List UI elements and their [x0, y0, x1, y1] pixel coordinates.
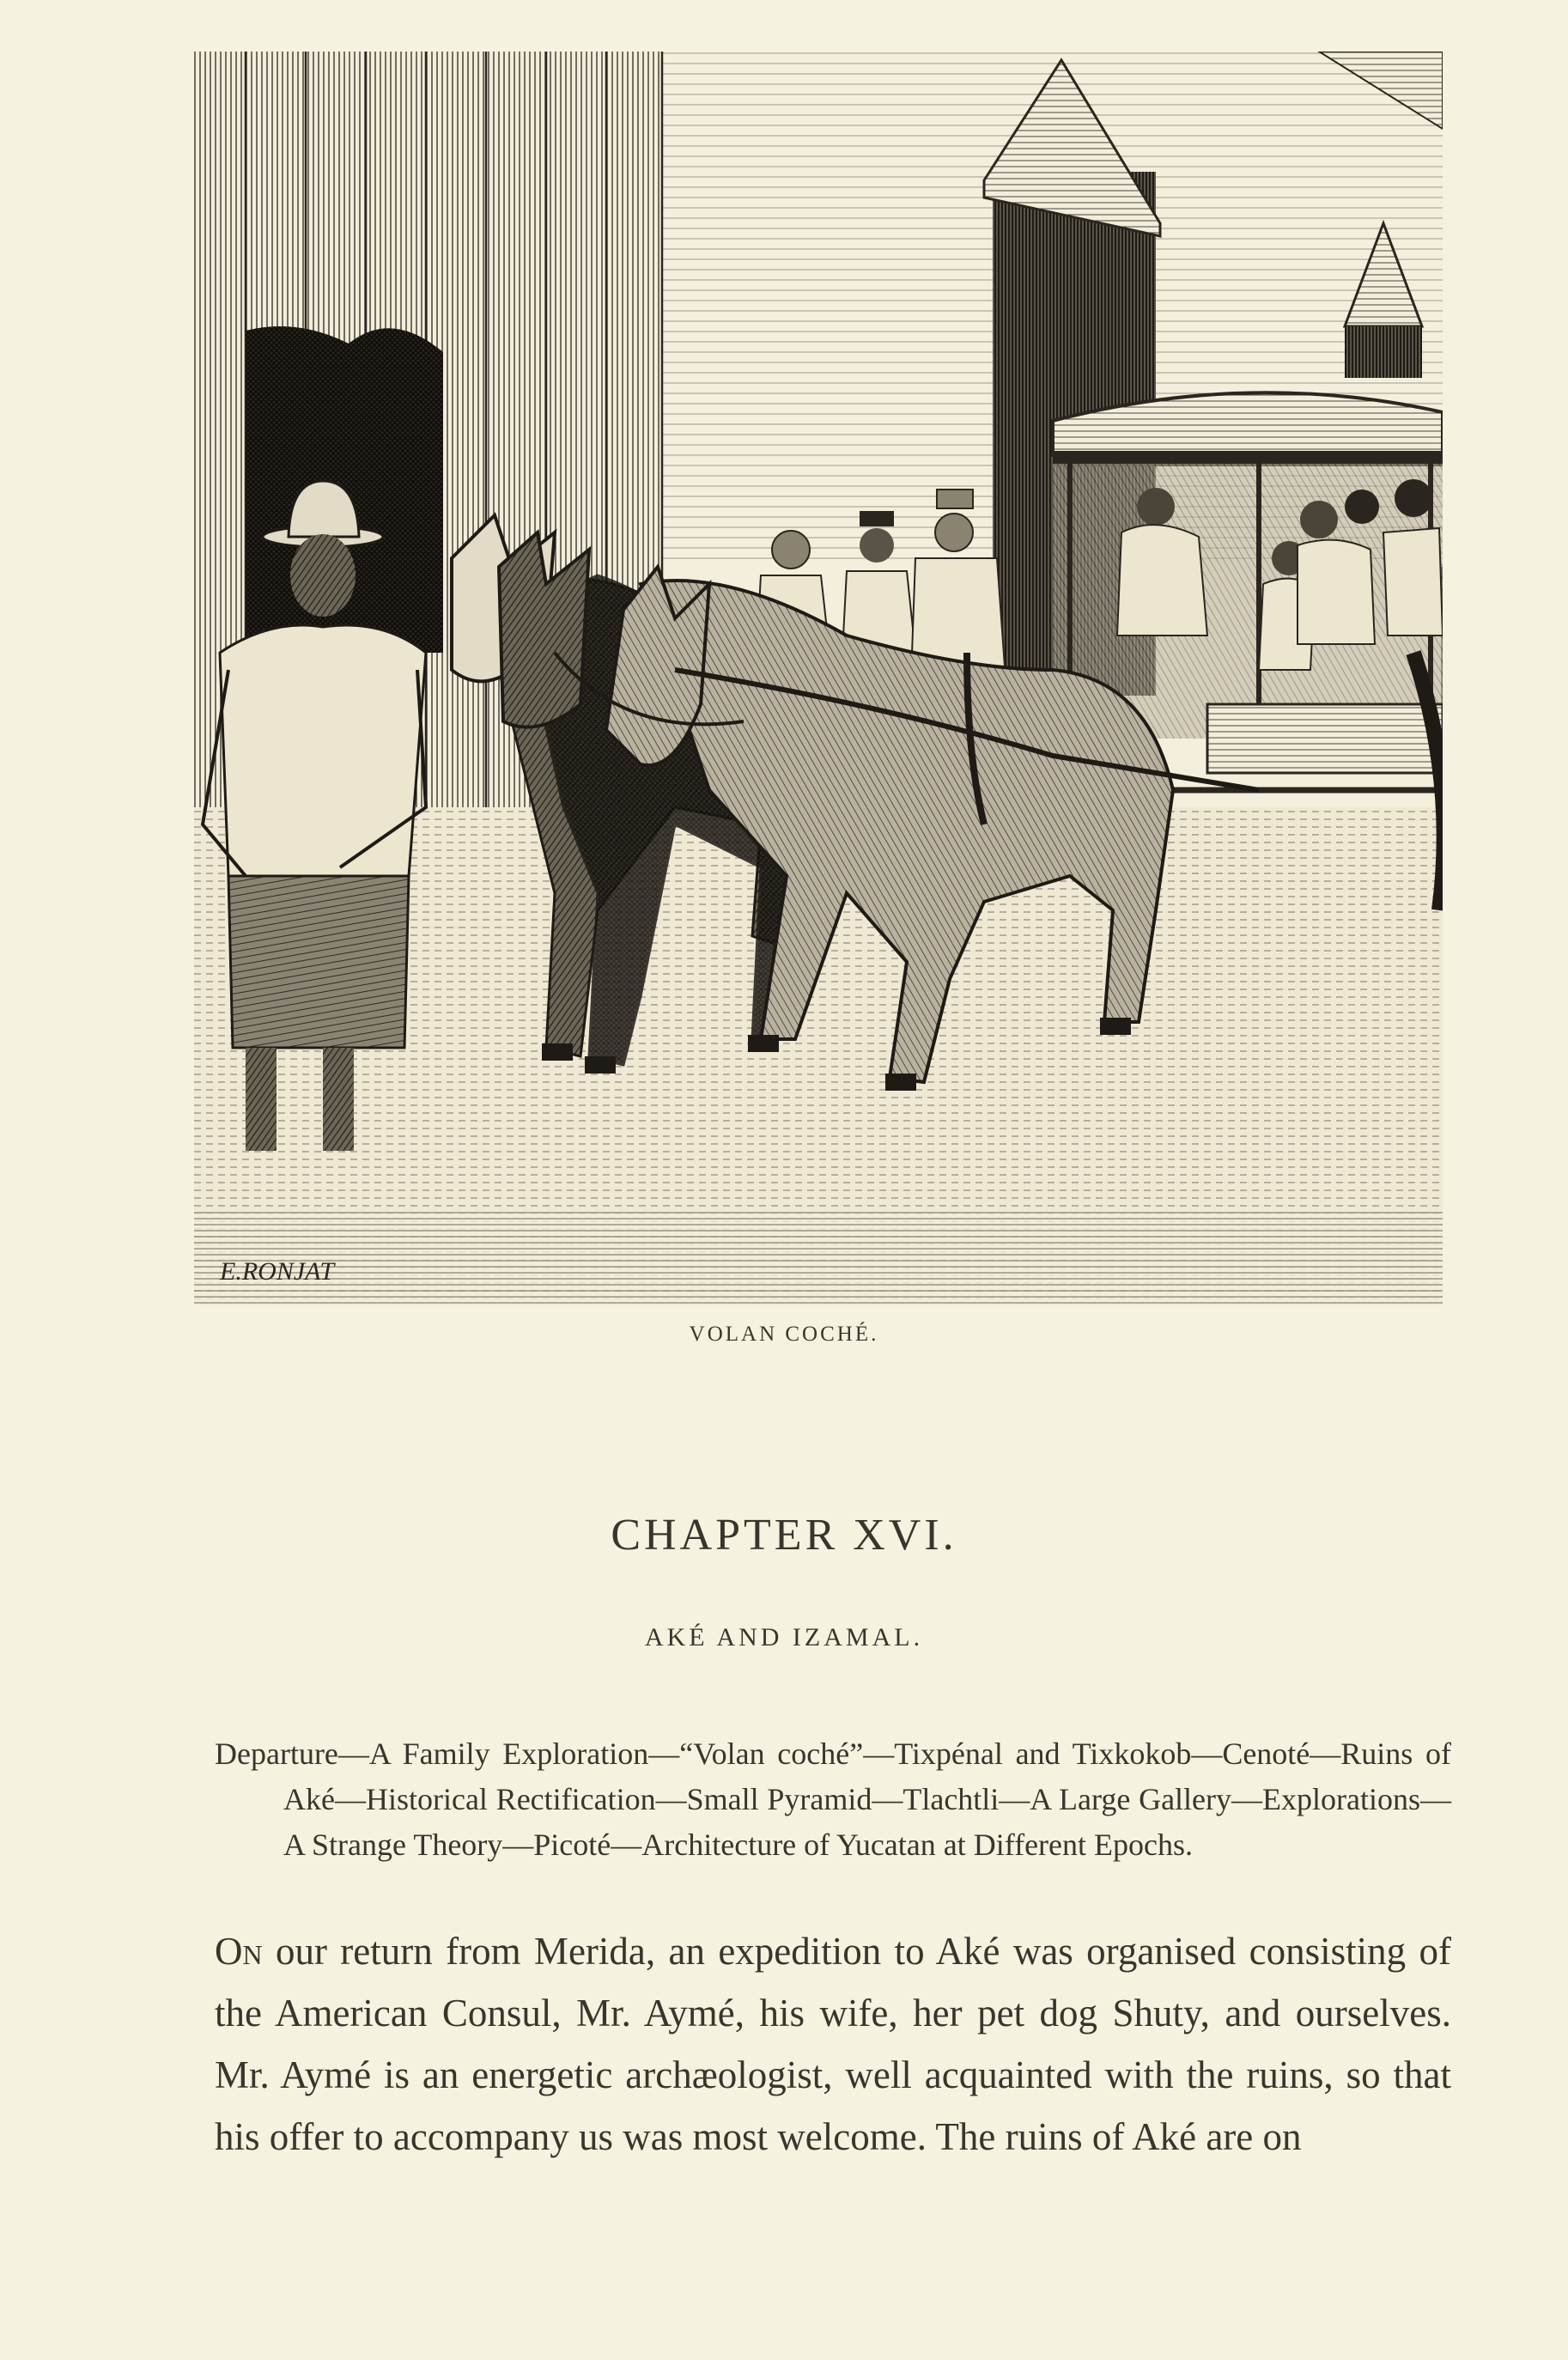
engraving-illustration [194, 52, 1443, 1305]
volan-coche-engraving [194, 52, 1443, 1305]
chapter-synopsis [215, 1731, 1451, 1868]
paragraph-body: our return from Merida, an expedition to Aké was organised consisting of the American Consul, Mr. Aymé, his wife, her pet dog Shuty, and ourselves. Mr. Aymé is an energetic archæologist, well acquainted with the ruins, so that his offer to accompany us was most welcome. The ruins of Aké are on [215, 1930, 1451, 2158]
paragraph-text [215, 1920, 1451, 2168]
chapter-subtitle: AKÉ AND IZAMAL. [644, 1623, 924, 1651]
synopsis-text: Departure—A Family Exploration—“Volan coché”—Tixpénal and Tixkokob—Cenoté—Ruins of Aké—Historical Rectification—Small Pyramid—Tlachtli—A Large Gallery—Explorations—A Strange Theory—Picoté—Architecture of Yucatan at Different Epochs. [215, 1737, 1451, 1862]
engraver-signature: E.RONJAT [220, 1257, 335, 1286]
body-paragraph [215, 1920, 1451, 2168]
spire-base [1345, 326, 1422, 378]
opening-word: On [215, 1930, 263, 1973]
foreground-ground [194, 1211, 1443, 1305]
illustration-caption: VOLAN COCHÉ. [689, 1323, 879, 1346]
chapter-title: CHAPTER XVI. [611, 1511, 957, 1560]
